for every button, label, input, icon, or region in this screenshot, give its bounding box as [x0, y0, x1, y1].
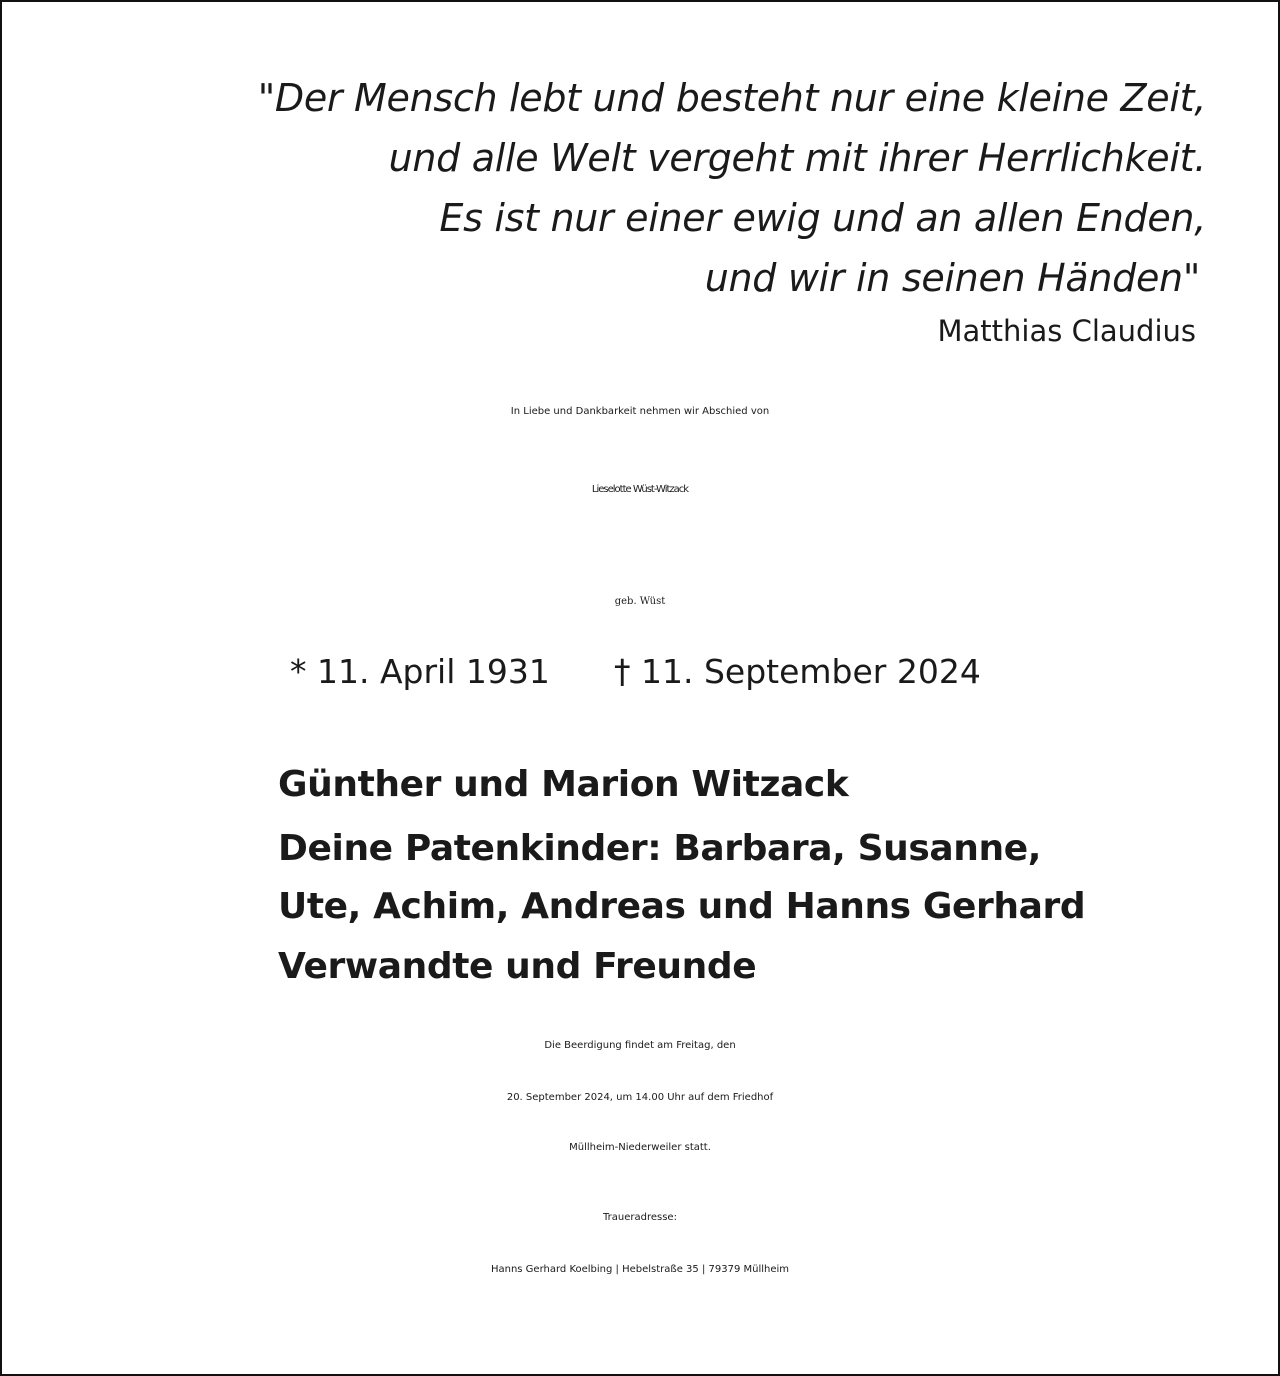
- funeral-line-3: Müllheim-Niederweiler statt.: [569, 1142, 711, 1153]
- quote-line-3: Es ist nur einer ewig und an allen Enden,: [439, 196, 1206, 240]
- quote-line-1: "Der Mensch lebt und besteht nur eine kleine Zeit,: [257, 76, 1206, 120]
- death-date: † 11. September 2024: [614, 652, 981, 691]
- quote-line-4: und wir in seinen Händen": [704, 256, 1200, 300]
- intro-text: In Liebe und Dankbarkeit nehmen wir Abschied von: [510, 406, 770, 417]
- mourner-line-3: Ute, Achim, Andreas und Hanns Gerhard: [278, 886, 1086, 927]
- maiden-name: geb. Wüst: [614, 596, 666, 607]
- quote-line-2: und alle Welt vergeht mit ihrer Herrlichkeit.: [388, 136, 1206, 180]
- mourner-line-2: Deine Patenkinder: Barbara, Susanne,: [278, 828, 1041, 869]
- mourner-line-1: Günther und Marion Witzack: [278, 764, 849, 805]
- mourning-address: Hanns Gerhard Koelbing | Hebelstraße 35 | 79379 Müllheim: [490, 1264, 790, 1275]
- address-label: Traueradresse:: [603, 1212, 677, 1223]
- funeral-line-1: Die Beerdigung findet am Freitag, den: [544, 1040, 736, 1051]
- funeral-line-2: 20. September 2024, um 14.00 Uhr auf dem Friedhof: [506, 1092, 774, 1103]
- quote-author: Matthias Claudius: [937, 314, 1196, 348]
- mourner-line-4: Verwandte und Freunde: [278, 946, 757, 987]
- birth-date: * 11. April 1931: [290, 652, 550, 691]
- deceased-name: Lieselotte Wüst-Witzack: [591, 484, 689, 495]
